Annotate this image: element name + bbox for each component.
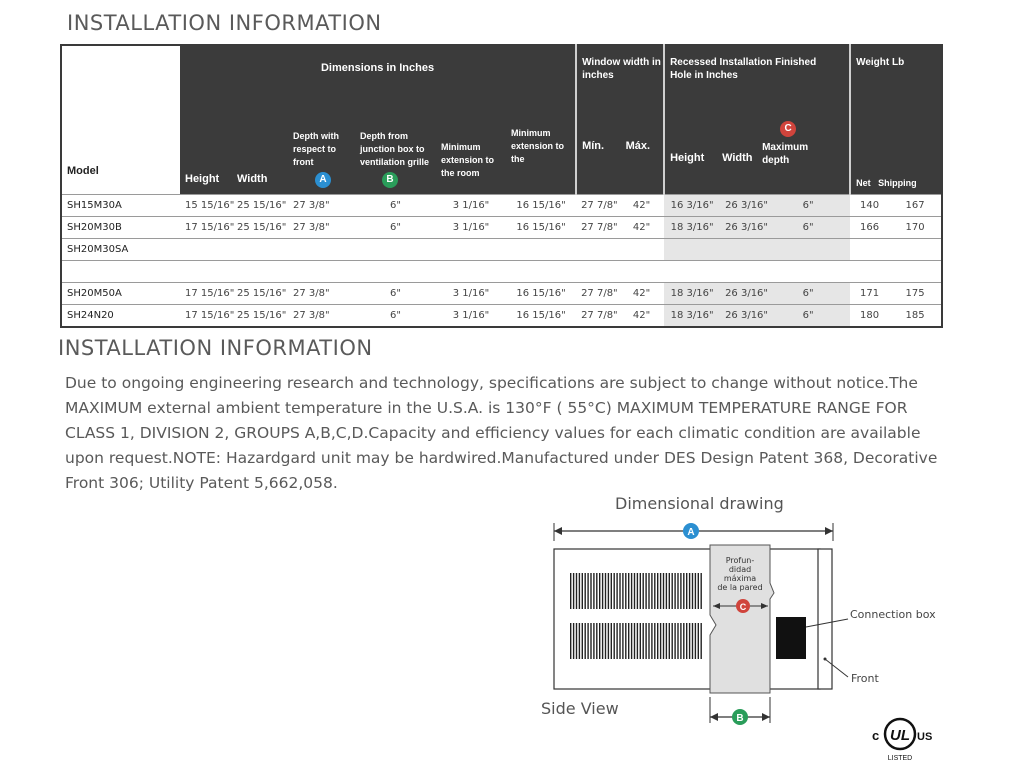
grille-slat bbox=[619, 623, 620, 659]
table-cell: 166 bbox=[850, 217, 889, 239]
window-min-header: Mín. bbox=[582, 140, 605, 152]
grille-slat bbox=[654, 623, 655, 659]
table-cell: 6" bbox=[766, 305, 850, 327]
grille-slat bbox=[605, 623, 606, 659]
grille-slat bbox=[616, 623, 617, 659]
ul-c-mark: c bbox=[872, 728, 880, 743]
model-cell: SH15M30A bbox=[61, 195, 180, 217]
depth-front-header bbox=[288, 85, 355, 195]
min-ext-header: Minimum extension to the bbox=[506, 85, 576, 195]
table-cell: 16 15/16" bbox=[506, 283, 576, 305]
table-cell: 17 15/16" bbox=[180, 283, 232, 305]
table-cell bbox=[850, 239, 889, 261]
grille-slat bbox=[611, 573, 612, 609]
table-cell: 27 3/8" bbox=[288, 283, 355, 305]
grille-slat bbox=[625, 573, 626, 609]
grille-slat bbox=[645, 623, 646, 659]
table-cell: 180 bbox=[850, 305, 889, 327]
table-cell: 18 3/16" bbox=[664, 305, 720, 327]
table-cell: 27 7/8" bbox=[576, 305, 619, 327]
grille-slat bbox=[640, 573, 641, 609]
grille-slat bbox=[573, 623, 574, 659]
grille-slat bbox=[645, 573, 646, 609]
grille-slat bbox=[683, 573, 684, 609]
grille-slat bbox=[689, 623, 690, 659]
grille-slat bbox=[680, 623, 681, 659]
grille-slat bbox=[695, 623, 696, 659]
depth-junction-label: Depth from junction box to ventilation grille bbox=[360, 131, 430, 167]
badge-c: C bbox=[780, 121, 796, 137]
table-cell bbox=[506, 239, 576, 261]
grille-slat bbox=[573, 573, 574, 609]
grille-slat bbox=[631, 623, 632, 659]
table-cell bbox=[889, 239, 942, 261]
grille-slat bbox=[579, 623, 580, 659]
model-cell: SH20M30SA bbox=[61, 239, 180, 261]
table-cell: 3 1/16" bbox=[436, 217, 506, 239]
grille-slat bbox=[654, 573, 655, 609]
grille-slat bbox=[628, 623, 629, 659]
dimensions-group-header: Dimensions in Inches bbox=[180, 45, 576, 85]
grille-slat bbox=[651, 573, 652, 609]
weight-group-label: Weight Lb bbox=[856, 57, 905, 68]
grille-slat bbox=[576, 573, 577, 609]
table-cell: 16 15/16" bbox=[506, 217, 576, 239]
model-header: Model bbox=[61, 45, 180, 195]
model-cell: SH20M30B bbox=[61, 217, 180, 239]
grille-slat bbox=[590, 623, 591, 659]
grille-slat bbox=[692, 623, 693, 659]
grille-slat bbox=[663, 573, 664, 609]
grille-slat bbox=[689, 573, 690, 609]
grille-slat bbox=[637, 573, 638, 609]
diagram-badge-b: B bbox=[736, 713, 744, 724]
table-cell bbox=[576, 261, 619, 283]
grille-slat bbox=[596, 573, 597, 609]
height-header: Height bbox=[180, 85, 232, 195]
grille-slat bbox=[628, 573, 629, 609]
table-cell bbox=[720, 239, 766, 261]
model-cell: SH24N20 bbox=[61, 305, 180, 327]
front-label: Front bbox=[851, 672, 879, 685]
diagram-title: Dimensional drawing bbox=[615, 494, 784, 513]
table-cell: 42" bbox=[619, 217, 664, 239]
grille-slat bbox=[663, 623, 664, 659]
front-leader-dot bbox=[824, 658, 827, 661]
table-cell: 26 3/16" bbox=[720, 217, 766, 239]
table-cell: 26 3/16" bbox=[720, 283, 766, 305]
grille-slat bbox=[582, 623, 583, 659]
grille-slat bbox=[680, 573, 681, 609]
table-cell: 27 3/8" bbox=[288, 195, 355, 217]
table-cell: 27 7/8" bbox=[576, 283, 619, 305]
info-paragraph: Due to ongoing engineering research and technology, specifications are subject to change without notice.The MAXIMUM external ambient temperature in the U.S.A. is 130°F ( 55°C) MAXIMUM TEMPERATURE RANGE FOR CLASS 1, DIVISION 2, GROUPS A,B,C,D.Capacity and efficiency values for each climatic condition are available upon request.NOTE: Hazardgard unit may be hardwired.Manufactured under DES Design Patent 368, Decorative Front 306; Utility Patent 5,662,058. bbox=[65, 374, 938, 492]
recessed-width-header: Width bbox=[722, 152, 753, 164]
grille-slat bbox=[599, 623, 600, 659]
specifications-table bbox=[60, 44, 943, 328]
grille-slat bbox=[701, 573, 702, 609]
grille-slat bbox=[590, 573, 591, 609]
grille-slat bbox=[669, 623, 670, 659]
table-cell: 6" bbox=[355, 283, 436, 305]
grille-slat bbox=[611, 623, 612, 659]
grille-slat bbox=[674, 623, 675, 659]
grille-slat bbox=[576, 623, 577, 659]
grille-slat bbox=[616, 573, 617, 609]
table-cell: 171 bbox=[850, 283, 889, 305]
table-cell: 26 3/16" bbox=[720, 195, 766, 217]
table-cell: 17 15/16" bbox=[180, 305, 232, 327]
depth-label-line-4: de la pared bbox=[717, 583, 763, 592]
grille-slat bbox=[698, 623, 699, 659]
grille-slat bbox=[579, 573, 580, 609]
table-cell: 3 1/16" bbox=[436, 305, 506, 327]
table-cell: 6" bbox=[766, 217, 850, 239]
depth-junction-header bbox=[355, 85, 436, 195]
table-cell bbox=[664, 261, 720, 283]
grille-slat bbox=[666, 573, 667, 609]
table-cell bbox=[664, 239, 720, 261]
grille-slat bbox=[608, 573, 609, 609]
table-cell: 25 15/16" bbox=[232, 195, 288, 217]
depth-label-line-1: Profun- bbox=[725, 556, 755, 565]
table-cell bbox=[436, 239, 506, 261]
grille-slat bbox=[587, 623, 588, 659]
table-cell: 140 bbox=[850, 195, 889, 217]
depth-front-label: Depth with respect to front bbox=[293, 131, 339, 167]
window-group-header bbox=[576, 45, 664, 195]
grille-slat bbox=[585, 623, 586, 659]
table-cell bbox=[180, 261, 232, 283]
table-cell: 3 1/16" bbox=[436, 283, 506, 305]
grille-slat bbox=[582, 573, 583, 609]
grille-slat bbox=[622, 623, 623, 659]
table-cell bbox=[506, 261, 576, 283]
table-cell: 18 3/16" bbox=[664, 217, 720, 239]
window-group-label: Window width in inches bbox=[582, 57, 661, 81]
table-cell: 42" bbox=[619, 305, 664, 327]
grille-slat bbox=[602, 623, 603, 659]
grille-slat bbox=[672, 573, 673, 609]
ul-mark: UL bbox=[890, 727, 910, 744]
grille-slat bbox=[614, 573, 615, 609]
table-cell: 25 15/16" bbox=[232, 305, 288, 327]
width-header: Width bbox=[232, 85, 288, 195]
grille-slat bbox=[596, 623, 597, 659]
grille-slat bbox=[701, 623, 702, 659]
table-cell: 170 bbox=[889, 217, 942, 239]
window-max-header: Máx. bbox=[625, 140, 651, 152]
diagram-badge-a: A bbox=[687, 527, 695, 538]
grille-slat bbox=[648, 623, 649, 659]
grille-slat bbox=[585, 573, 586, 609]
grille-slat bbox=[643, 573, 644, 609]
grille-slat bbox=[634, 623, 635, 659]
grille-slat bbox=[593, 573, 594, 609]
grille-slat bbox=[692, 573, 693, 609]
shipping-header: Shipping bbox=[878, 178, 917, 188]
depth-label-line-2: didad bbox=[728, 565, 752, 574]
table-row bbox=[61, 239, 942, 261]
side-view-label: Side View bbox=[541, 699, 619, 718]
table-cell: 17 15/16" bbox=[180, 217, 232, 239]
grille-slat bbox=[672, 623, 673, 659]
table-cell bbox=[180, 239, 232, 261]
table-cell: 175 bbox=[889, 283, 942, 305]
table-cell bbox=[720, 261, 766, 283]
grille-slat bbox=[605, 573, 606, 609]
table-cell: 6" bbox=[355, 195, 436, 217]
table-cell: 6" bbox=[766, 195, 850, 217]
grille-slat bbox=[683, 623, 684, 659]
grille-slat bbox=[570, 573, 571, 609]
connection-box-label: Connection box bbox=[850, 608, 936, 621]
table-cell: 27 7/8" bbox=[576, 217, 619, 239]
grille-slat bbox=[608, 623, 609, 659]
table-cell bbox=[766, 261, 850, 283]
recessed-group-label: Recessed Installation Finished Hole in Inches bbox=[670, 57, 817, 81]
grille-slat bbox=[660, 573, 661, 609]
grille-slat bbox=[631, 573, 632, 609]
recessed-max-depth-header: Maximum depth bbox=[762, 142, 809, 166]
model-cell bbox=[61, 261, 180, 283]
grille-slat bbox=[625, 623, 626, 659]
grille-slat bbox=[640, 623, 641, 659]
table-cell: 27 7/8" bbox=[576, 195, 619, 217]
table-row bbox=[61, 305, 942, 327]
grille-slat bbox=[660, 623, 661, 659]
recessed-height-header: Height bbox=[670, 152, 705, 164]
table-row bbox=[61, 283, 942, 305]
table-cell: 25 15/16" bbox=[232, 283, 288, 305]
table-cell: 42" bbox=[619, 195, 664, 217]
table-cell: 185 bbox=[889, 305, 942, 327]
table-cell bbox=[288, 261, 355, 283]
front-panel bbox=[818, 549, 832, 689]
recessed-group-header bbox=[664, 45, 850, 195]
table-cell: 15 15/16" bbox=[180, 195, 232, 217]
grille-slat bbox=[643, 623, 644, 659]
page-title: INSTALLATION INFORMATION bbox=[67, 11, 382, 35]
table-row bbox=[61, 217, 942, 239]
table-cell bbox=[889, 261, 942, 283]
grille-slat bbox=[657, 573, 658, 609]
grille-slat bbox=[634, 573, 635, 609]
table-cell bbox=[288, 239, 355, 261]
table-cell: 16 3/16" bbox=[664, 195, 720, 217]
table-cell: 6" bbox=[355, 305, 436, 327]
table-cell: 26 3/16" bbox=[720, 305, 766, 327]
grille-slat bbox=[593, 623, 594, 659]
min-ext-room-header: Minimum extension to the room bbox=[436, 85, 506, 195]
table-row bbox=[61, 195, 942, 217]
net-header: Net bbox=[856, 178, 871, 188]
table-cell bbox=[355, 239, 436, 261]
table-cell: 25 15/16" bbox=[232, 217, 288, 239]
table-cell: 3 1/16" bbox=[436, 195, 506, 217]
connection-box bbox=[776, 617, 806, 659]
grille-slat bbox=[657, 623, 658, 659]
table-cell: 16 15/16" bbox=[506, 195, 576, 217]
table-cell bbox=[436, 261, 506, 283]
ul-listed-text: LISTED bbox=[887, 755, 913, 762]
table-cell bbox=[850, 261, 889, 283]
grille-slat bbox=[695, 573, 696, 609]
table-cell bbox=[619, 261, 664, 283]
grille-slat bbox=[651, 623, 652, 659]
grille-slat bbox=[666, 623, 667, 659]
grille-slat bbox=[602, 573, 603, 609]
table-cell bbox=[232, 261, 288, 283]
grille-slat bbox=[599, 573, 600, 609]
ul-us-mark: US bbox=[917, 731, 933, 743]
badge-a: A bbox=[315, 172, 331, 188]
table-cell: 42" bbox=[619, 283, 664, 305]
table-cell bbox=[355, 261, 436, 283]
weight-group-header bbox=[850, 45, 942, 195]
grille-slat bbox=[614, 623, 615, 659]
table-cell: 167 bbox=[889, 195, 942, 217]
grille-slat bbox=[637, 623, 638, 659]
model-cell: SH20M50A bbox=[61, 283, 180, 305]
table-cell: 27 3/8" bbox=[288, 305, 355, 327]
grille-slat bbox=[669, 573, 670, 609]
table-cell: 6" bbox=[766, 283, 850, 305]
table-cell: 27 3/8" bbox=[288, 217, 355, 239]
grille-slat bbox=[587, 573, 588, 609]
grille-slat bbox=[686, 623, 687, 659]
grille-slat bbox=[686, 573, 687, 609]
table-cell: 18 3/16" bbox=[664, 283, 720, 305]
grille-slat bbox=[570, 623, 571, 659]
table-cell: 16 15/16" bbox=[506, 305, 576, 327]
grille-slat bbox=[677, 623, 678, 659]
diagram-badge-c: C bbox=[739, 602, 747, 612]
section-title: INSTALLATION INFORMATION bbox=[58, 336, 373, 360]
grille-slat bbox=[674, 573, 675, 609]
table-cell bbox=[619, 239, 664, 261]
table-cell: 6" bbox=[355, 217, 436, 239]
grille-slat bbox=[622, 573, 623, 609]
grille-slat bbox=[648, 573, 649, 609]
grille-slat bbox=[698, 573, 699, 609]
table-cell bbox=[766, 239, 850, 261]
ul-listed-logo bbox=[868, 710, 938, 762]
depth-label-line-3: máxima bbox=[723, 574, 757, 583]
table-row bbox=[61, 261, 942, 283]
table-cell bbox=[232, 239, 288, 261]
badge-b: B bbox=[382, 172, 398, 188]
grille-slat bbox=[677, 573, 678, 609]
grille-slat bbox=[619, 573, 620, 609]
table-cell bbox=[576, 239, 619, 261]
